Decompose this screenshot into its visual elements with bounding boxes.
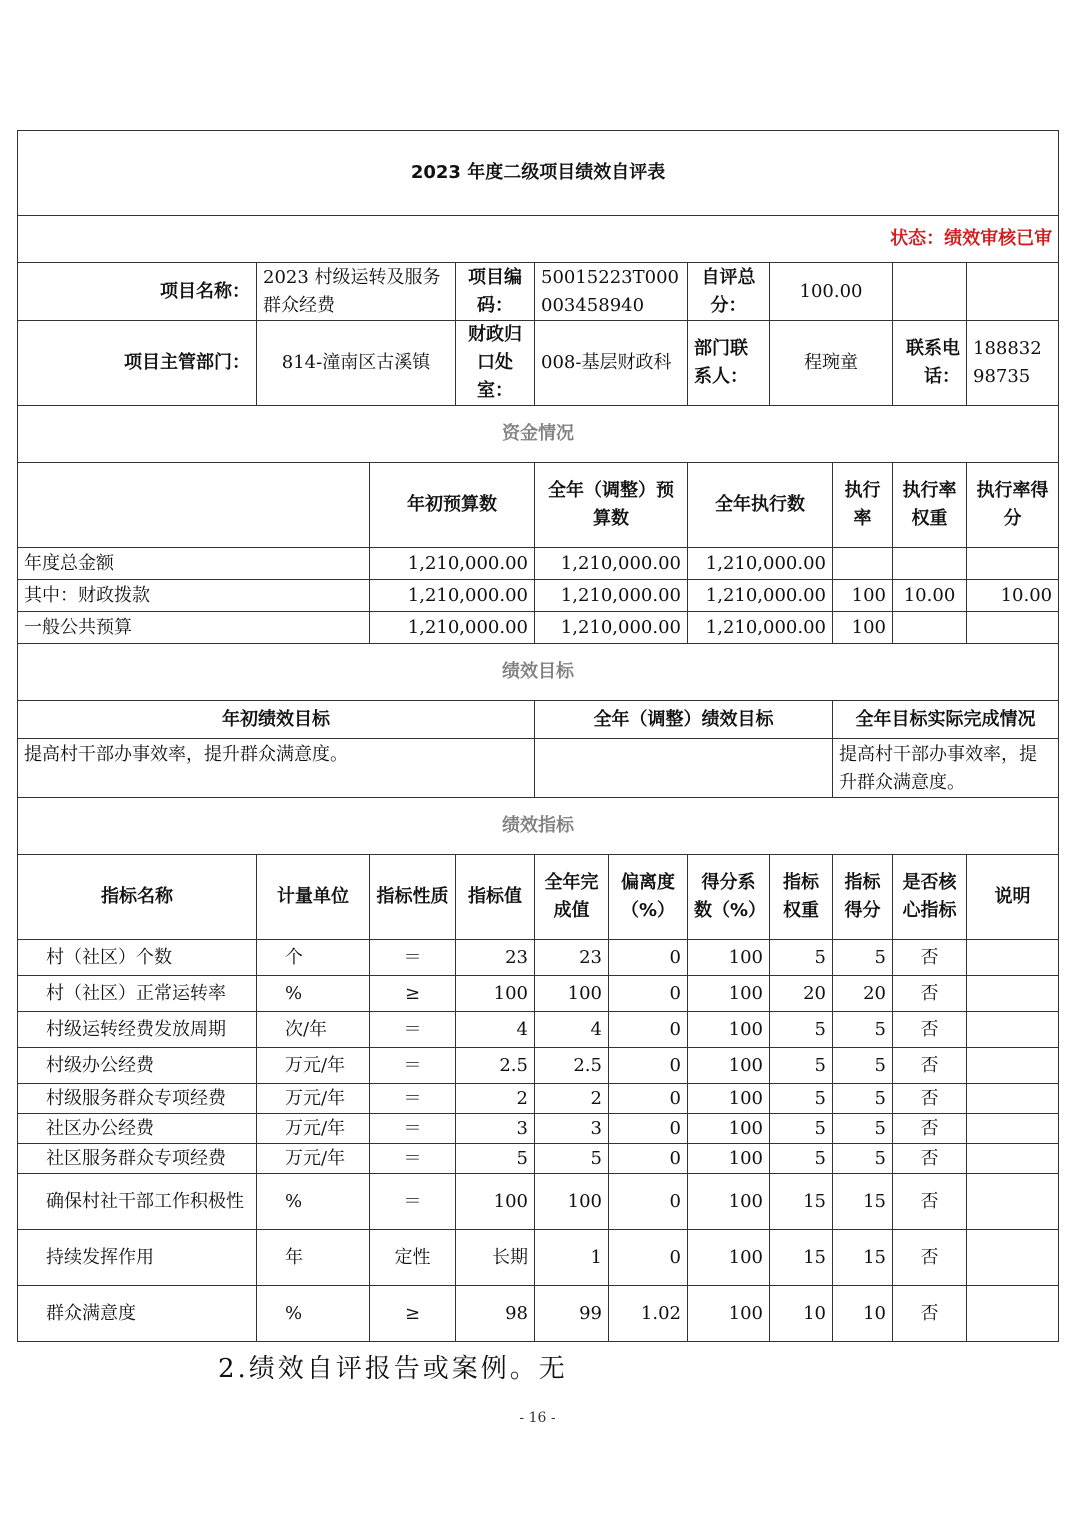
- funds-budget: 1,210,000.00: [370, 612, 535, 644]
- indicator-deviation: 0: [609, 976, 688, 1012]
- indicator-name: 社区服务群众专项经费: [18, 1144, 257, 1174]
- funds-adjusted: 1,210,000.00: [535, 548, 688, 580]
- project-code-label: 项目编码：: [456, 263, 535, 321]
- indicator-weight: 5: [770, 1012, 833, 1048]
- indicator-header: 指标权重: [770, 855, 833, 940]
- self-score-value: 100.00: [770, 263, 893, 321]
- empty-cell: [967, 263, 1059, 321]
- indicators-section-heading: 绩效指标: [18, 798, 1059, 855]
- indicator-target: 100: [456, 976, 535, 1012]
- indicator-actual: 3: [535, 1114, 609, 1144]
- funds-header: 年初预算数: [370, 463, 535, 548]
- indicator-note: [967, 1012, 1059, 1048]
- indicator-deviation: 0: [609, 1048, 688, 1084]
- indicator-score: 5: [833, 1048, 893, 1084]
- funds-row-name: 其中：财政拨款: [18, 580, 370, 612]
- funds-executed: 1,210,000.00: [688, 580, 833, 612]
- dept-value: 814-潼南区古溪镇: [257, 321, 456, 406]
- indicator-core: 否: [893, 1012, 967, 1048]
- funds-section-heading: 资金情况: [18, 406, 1059, 463]
- indicator-coefficient: 100: [688, 1084, 770, 1114]
- indicator-coefficient: 100: [688, 940, 770, 976]
- indicator-nature: ＝: [370, 1144, 456, 1174]
- funds-weight: [893, 548, 967, 580]
- indicator-deviation: 0: [609, 1012, 688, 1048]
- indicator-name: 社区办公经费: [18, 1114, 257, 1144]
- report-line: 2.绩效自评报告或案例。无: [218, 1354, 568, 1384]
- funds-score: [967, 548, 1059, 580]
- indicator-unit: 次/年: [257, 1012, 370, 1048]
- indicator-weight: 5: [770, 1084, 833, 1114]
- indicator-row: [18, 1114, 1059, 1144]
- funds-header: 执行率: [833, 463, 893, 548]
- indicator-score: 5: [833, 1012, 893, 1048]
- indicator-name: 村（社区）正常运转率: [18, 976, 257, 1012]
- indicator-deviation: 0: [609, 940, 688, 976]
- indicator-actual: 5: [535, 1144, 609, 1174]
- indicator-coefficient: 100: [688, 1012, 770, 1048]
- indicator-nature: ＝: [370, 1114, 456, 1144]
- page-number: - 16 -: [519, 1410, 556, 1426]
- funds-budget: 1,210,000.00: [370, 580, 535, 612]
- indicator-deviation: 0: [609, 1084, 688, 1114]
- funds-header: 全年执行数: [688, 463, 833, 548]
- goal-adjusted: [535, 739, 833, 798]
- indicator-nature: ＝: [370, 1012, 456, 1048]
- indicator-core: 否: [893, 976, 967, 1012]
- indicator-target: 3: [456, 1114, 535, 1144]
- indicator-actual: 2.5: [535, 1048, 609, 1084]
- indicator-header: 得分系数（%）: [688, 855, 770, 940]
- funds-adjusted: 1,210,000.00: [535, 580, 688, 612]
- funds-rate: 100: [833, 580, 893, 612]
- indicator-note: [967, 1048, 1059, 1084]
- goal-initial: 提高村干部办事效率，提升群众满意度。: [18, 739, 535, 798]
- funds-row-name: 年度总金额: [18, 548, 370, 580]
- indicator-coefficient: 100: [688, 1286, 770, 1342]
- indicator-weight: 5: [770, 1114, 833, 1144]
- funds-executed: 1,210,000.00: [688, 612, 833, 644]
- indicator-note: [967, 976, 1059, 1012]
- indicator-header: 是否核心指标: [893, 855, 967, 940]
- indicator-core: 否: [893, 1084, 967, 1114]
- indicator-score: 10: [833, 1286, 893, 1342]
- indicator-nature: ≥: [370, 976, 456, 1012]
- indicator-name: 村级办公经费: [18, 1048, 257, 1084]
- goals-header: 全年（调整）绩效目标: [535, 701, 833, 739]
- indicator-weight: 5: [770, 1048, 833, 1084]
- indicator-row: [18, 1230, 1059, 1286]
- empty-cell: [18, 463, 370, 548]
- indicator-actual: 1: [535, 1230, 609, 1286]
- indicator-note: [967, 1084, 1059, 1114]
- indicator-actual: 2: [535, 1084, 609, 1114]
- indicator-weight: 10: [770, 1286, 833, 1342]
- funds-weight: [893, 612, 967, 644]
- funds-executed: 1,210,000.00: [688, 548, 833, 580]
- funds-row-name: 一般公共预算: [18, 612, 370, 644]
- indicator-actual: 23: [535, 940, 609, 976]
- indicator-header: 说明: [967, 855, 1059, 940]
- indicator-score: 15: [833, 1230, 893, 1286]
- indicator-note: [967, 1174, 1059, 1230]
- indicator-nature: ＝: [370, 1084, 456, 1114]
- goal-actual: 提高村干部办事效率，提升群众满意度。: [833, 739, 1059, 798]
- finance-office-label: 财政归口处室：: [456, 321, 535, 406]
- indicator-nature: ＝: [370, 940, 456, 976]
- indicator-target: 2.5: [456, 1048, 535, 1084]
- indicator-target: 2: [456, 1084, 535, 1114]
- funds-weight: 10.00: [893, 580, 967, 612]
- indicator-unit: %: [257, 1286, 370, 1342]
- indicator-header: 指标得分: [833, 855, 893, 940]
- indicator-nature: ≥: [370, 1286, 456, 1342]
- project-code-value: 50015223T000003458940: [535, 263, 688, 321]
- indicator-name: 持续发挥作用: [18, 1230, 257, 1286]
- indicator-row: [18, 1012, 1059, 1048]
- indicator-core: 否: [893, 1174, 967, 1230]
- funds-header: 执行率得分: [967, 463, 1059, 548]
- indicator-deviation: 0: [609, 1114, 688, 1144]
- goals-section-heading: 绩效目标: [18, 644, 1059, 701]
- indicator-name: 村级服务群众专项经费: [18, 1084, 257, 1114]
- indicator-unit: 万元/年: [257, 1048, 370, 1084]
- indicator-weight: 5: [770, 1144, 833, 1174]
- project-name-label: 项目名称：: [18, 263, 257, 321]
- indicator-weight: 15: [770, 1230, 833, 1286]
- indicator-row: [18, 1144, 1059, 1174]
- self-score-label: 自评总分：: [688, 263, 770, 321]
- indicator-header: 指标性质: [370, 855, 456, 940]
- indicator-coefficient: 100: [688, 1144, 770, 1174]
- indicator-actual: 4: [535, 1012, 609, 1048]
- indicator-deviation: 0: [609, 1174, 688, 1230]
- indicator-coefficient: 100: [688, 1114, 770, 1144]
- indicator-note: [967, 940, 1059, 976]
- phone-value: 18883298735: [967, 321, 1059, 406]
- indicator-note: [967, 1114, 1059, 1144]
- indicator-weight: 5: [770, 940, 833, 976]
- indicator-rows: [18, 940, 1059, 1342]
- funds-score: 10.00: [967, 580, 1059, 612]
- indicator-core: 否: [893, 1230, 967, 1286]
- indicator-score: 5: [833, 1144, 893, 1174]
- funds-rate: [833, 548, 893, 580]
- indicator-row: [18, 940, 1059, 976]
- indicator-deviation: 1.02: [609, 1286, 688, 1342]
- indicator-core: 否: [893, 1048, 967, 1084]
- indicator-coefficient: 100: [688, 976, 770, 1012]
- empty-cell: [893, 263, 967, 321]
- indicator-score: 15: [833, 1174, 893, 1230]
- indicator-score: 5: [833, 1114, 893, 1144]
- dept-label: 项目主管部门：: [18, 321, 257, 406]
- funds-row: [18, 580, 1059, 612]
- indicator-score: 5: [833, 940, 893, 976]
- indicator-unit: 万元/年: [257, 1114, 370, 1144]
- indicator-nature: ＝: [370, 1048, 456, 1084]
- indicator-row: [18, 1048, 1059, 1084]
- indicator-core: 否: [893, 940, 967, 976]
- indicator-target: 100: [456, 1174, 535, 1230]
- indicator-coefficient: 100: [688, 1174, 770, 1230]
- indicator-note: [967, 1230, 1059, 1286]
- funds-score: [967, 612, 1059, 644]
- indicator-core: 否: [893, 1114, 967, 1144]
- indicator-actual: 99: [535, 1286, 609, 1342]
- indicator-unit: 个: [257, 940, 370, 976]
- indicator-unit: 万元/年: [257, 1084, 370, 1114]
- goals-header: 全年目标实际完成情况: [833, 701, 1059, 739]
- goals-header: 年初绩效目标: [18, 701, 535, 739]
- indicator-name: 群众满意度: [18, 1286, 257, 1342]
- finance-office-value: 008-基层财政科: [535, 321, 688, 406]
- indicator-unit: %: [257, 976, 370, 1012]
- indicator-unit: 万元/年: [257, 1144, 370, 1174]
- indicator-deviation: 0: [609, 1230, 688, 1286]
- indicator-name: 村级运转经费发放周期: [18, 1012, 257, 1048]
- indicator-unit: %: [257, 1174, 370, 1230]
- indicator-target: 98: [456, 1286, 535, 1342]
- indicator-row: [18, 976, 1059, 1012]
- indicator-unit: 年: [257, 1230, 370, 1286]
- indicator-deviation: 0: [609, 1144, 688, 1174]
- indicator-score: 20: [833, 976, 893, 1012]
- funds-row: [18, 548, 1059, 580]
- funds-rate: 100: [833, 612, 893, 644]
- phone-label: 联系电话：: [893, 321, 967, 406]
- funds-adjusted: 1,210,000.00: [535, 612, 688, 644]
- indicator-row: [18, 1286, 1059, 1342]
- indicator-target: 4: [456, 1012, 535, 1048]
- indicator-note: [967, 1144, 1059, 1174]
- indicator-header: 计量单位: [257, 855, 370, 940]
- indicator-note: [967, 1286, 1059, 1342]
- contact-label: 部门联系人：: [688, 321, 770, 406]
- indicator-weight: 20: [770, 976, 833, 1012]
- funds-header: 执行率权重: [893, 463, 967, 548]
- page-title: 2023 年度二级项目绩效自评表: [18, 131, 1059, 216]
- indicator-target: 长期: [456, 1230, 535, 1286]
- indicator-weight: 15: [770, 1174, 833, 1230]
- project-name-value: 2023 村级运转及服务群众经费: [257, 263, 456, 321]
- indicator-row: [18, 1084, 1059, 1114]
- indicator-coefficient: 100: [688, 1048, 770, 1084]
- indicator-row: [18, 1174, 1059, 1230]
- indicator-target: 23: [456, 940, 535, 976]
- contact-value: 程琬童: [770, 321, 893, 406]
- indicator-header: 指标名称: [18, 855, 257, 940]
- performance-evaluation-table: [17, 130, 1059, 1342]
- indicator-actual: 100: [535, 976, 609, 1012]
- indicator-header: 全年完成值: [535, 855, 609, 940]
- funds-header: 全年（调整）预算数: [535, 463, 688, 548]
- indicator-header: 指标值: [456, 855, 535, 940]
- indicator-target: 5: [456, 1144, 535, 1174]
- funds-budget: 1,210,000.00: [370, 548, 535, 580]
- indicator-core: 否: [893, 1144, 967, 1174]
- indicator-core: 否: [893, 1286, 967, 1342]
- indicator-coefficient: 100: [688, 1230, 770, 1286]
- indicator-actual: 100: [535, 1174, 609, 1230]
- status-text: 状态：绩效审核已审: [18, 216, 1059, 263]
- indicator-nature: 定性: [370, 1230, 456, 1286]
- indicator-score: 5: [833, 1084, 893, 1114]
- funds-row: [18, 612, 1059, 644]
- indicator-name: 确保村社干部工作积极性: [18, 1174, 257, 1230]
- indicator-nature: ＝: [370, 1174, 456, 1230]
- indicator-header: 偏离度（%）: [609, 855, 688, 940]
- indicator-name: 村（社区）个数: [18, 940, 257, 976]
